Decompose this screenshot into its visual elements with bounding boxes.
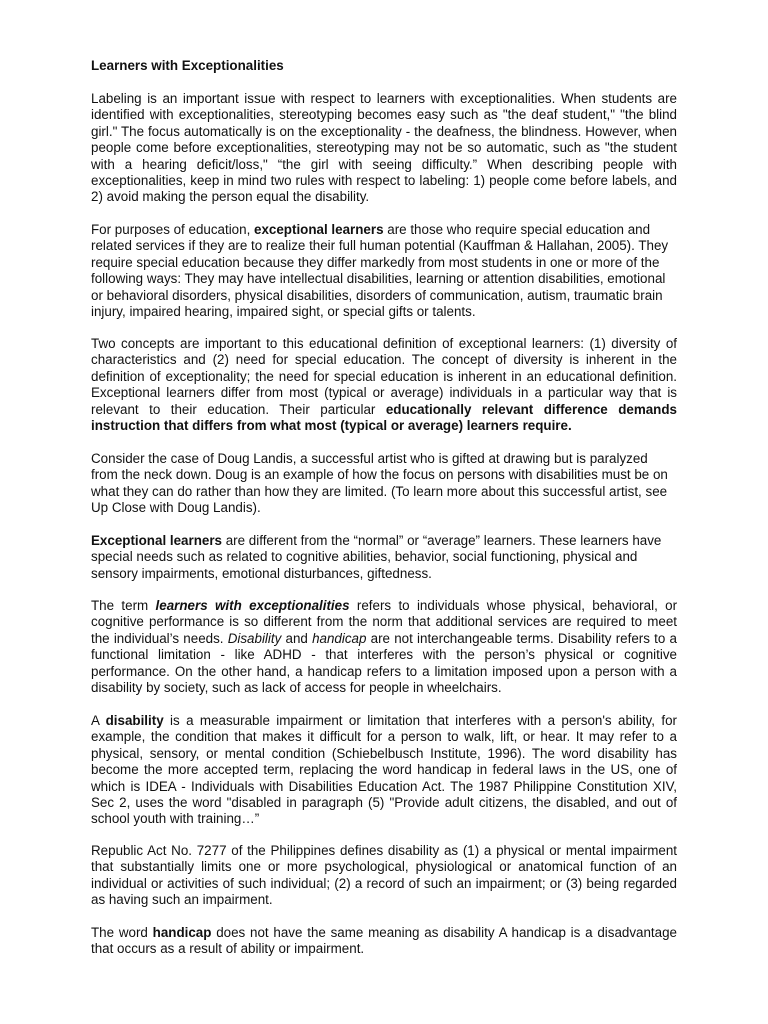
document-title: Learners with Exceptionalities — [91, 58, 284, 73]
text-run: is a measurable impairment or limitation that interferes with a person's ability, for example, the condition that makes it difficult for a person to walk, lift, or hear. It may refer to a physical, sensory, or mental condition (Schiebelbusch Institute, 1996). The word disability has become the more accepted term, replacing the word handicap in federal laws in the US, one of which is IDEA - Individuals with Disabilities Education Act. The 1987 Philippine Constitution XIV, Sec 2, uses the word "disabled in paragraph (5) "Provide adult citizens, the disabled, and out of school youth with training…” — [91, 713, 677, 827]
paragraph-handicap-definition — [91, 925, 677, 958]
bold-term-disability: disability — [105, 713, 164, 728]
paragraph-labeling: Labeling is an important issue with respect to learners with exceptionalities. When students are identified with exceptionalities, stereotyping becomes easy such as "the deaf student," "the blind girl." The focus automatically is on the exceptionality - the deafness, the blindness. However, when people come before exceptionalities, stereotyping may not be so automatic, such as "the student with a hearing deficit/loss," “the girl with seeing difficulty.” When describing people with exceptionalities, keep in mind two rules with respect to labeling: 1) people come before labels, and 2) avoid making the person equal the disability. — [91, 91, 677, 205]
text-run: are different from the “normal” or “average” learners. These learners have special needs such as related to cognitive abilities, behavior, social functioning, physical and sensory impairments, emotional disturbances, giftedness. — [91, 533, 662, 581]
paragraph-republic-act: Republic Act No. 7277 of the Philippines defines disability as (1) a physical or mental impairment that substantially limits one or more psychological, physiological or anatomical function of an individual or activities of such individual; (2) a record of such an impairment; or (3) being regarded as having such an impairment. — [91, 843, 677, 908]
paragraph-exceptional-learners-different — [91, 533, 677, 582]
bold-educationally-relevant-difference: educationally relevant difference demands instruction that differs from what most (typical or average) learners require. — [91, 401, 677, 434]
paragraph-disability-definition — [91, 713, 677, 828]
italic-term-disability: Disability — [227, 630, 282, 646]
text-run: The term — [91, 598, 156, 613]
text-run: and — [281, 630, 313, 646]
paragraph-exceptional-learners-definition — [91, 222, 677, 320]
text-run: The word — [91, 925, 153, 940]
paragraph-doug-landis: Consider the case of Doug Landis, a successful artist who is gifted at drawing but is paralyzed from the neck down. Doug is an example of how the focus on persons with disabilities must be on what they can do rather than how they are limited. (To learn more about this successful artist, see Up Close with Doug Landis). — [91, 451, 668, 516]
text-run: does not have the same meaning as disability A handicap is a disadvantage that occurs as a result of ability or impairment. — [91, 925, 677, 957]
bold-term-exceptional-learners: exceptional learners — [254, 222, 384, 237]
text-run: are not interchangeable terms. Disability refers to a functional limitation - like ADHD - that interferes with the person’s physical or cognitive performance. On the other hand, a handicap refers to a limitation imposed upon a person with a disability by society, such as lack of access for people in wheelchairs. — [91, 630, 677, 696]
text-run: refers to individuals whose physical, behavioral, or cognitive performance is so different from the norm that additional services are required to meet the individual’s needs. — [91, 598, 678, 646]
italic-term-handicap: handicap — [312, 630, 367, 646]
text-run: Two concepts are important to this educational definition of exceptional learners: (1) diversity of characteristics and (2) need for special education. The concept of diversity is inherent in the definition of exceptionality; the need for special education is inherent in an educational definition. Exceptional learners differ from most (typical or average) individuals in a particular way that is relevant to their education. Their particular — [91, 336, 677, 417]
text-run: For purposes of education, — [91, 222, 255, 237]
bold-italic-term-learners-with-exceptionalities: learners with exceptionalities — [155, 598, 350, 613]
bold-term-exceptional-learners: Exceptional learners — [91, 533, 222, 548]
text-run: A — [91, 713, 106, 728]
paragraph-two-concepts — [91, 336, 677, 434]
text-run: are those who require special education and related services if they are to realize their full human potential (Kauffman & Hallahan, 2005). They require special education because they differ markedly from most students in one or more of the following ways: They may have intellectual disabilities, learning or attention disabilities, emotional or behavioral disorders, physical disabilities, disorders of communication, autism, traumatic brain injury, impaired hearing, impaired sight, or special gifts or talents. — [91, 222, 669, 320]
bold-term-handicap: handicap — [152, 925, 212, 940]
paragraph-learners-with-exceptionalities — [91, 598, 677, 696]
